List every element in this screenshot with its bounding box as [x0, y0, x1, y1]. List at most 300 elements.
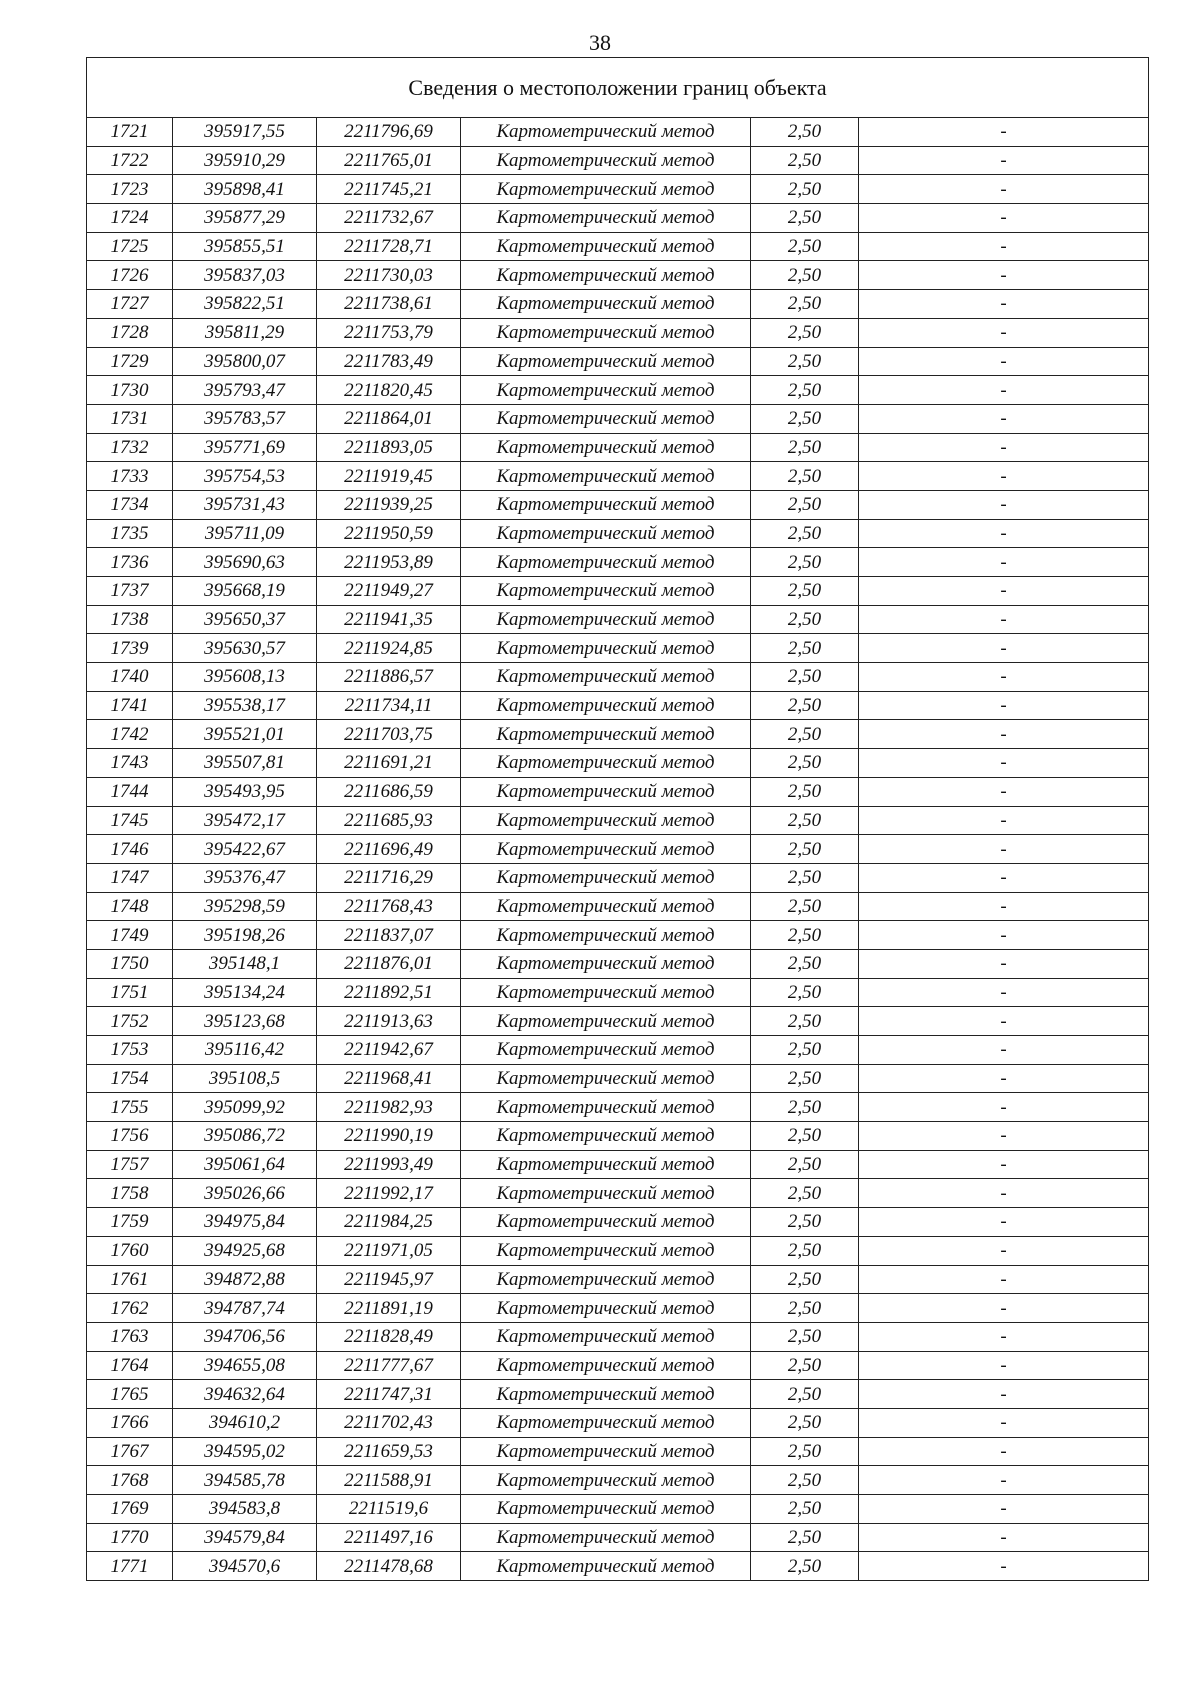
table-row	[87, 1523, 1149, 1552]
method-cell: Картометрический метод	[461, 1150, 751, 1179]
table-row	[87, 146, 1149, 175]
method-cell: Картометрический метод	[461, 146, 751, 175]
point-number-cell: 1769	[87, 1495, 173, 1524]
method-cell: Картометрический метод	[461, 318, 751, 347]
accuracy-cell: 2,50	[751, 749, 859, 778]
method-cell: Картометрический метод	[461, 921, 751, 950]
x-coordinate-cell: 394595,02	[173, 1437, 317, 1466]
description-cell: -	[859, 290, 1149, 319]
method-cell: Картометрический метод	[461, 290, 751, 319]
y-coordinate-cell: 2211950,59	[317, 519, 461, 548]
accuracy-cell: 2,50	[751, 1523, 859, 1552]
y-coordinate-cell: 2211993,49	[317, 1150, 461, 1179]
accuracy-cell: 2,50	[751, 376, 859, 405]
x-coordinate-cell: 394632,64	[173, 1380, 317, 1409]
description-cell: -	[859, 347, 1149, 376]
description-cell: -	[859, 1265, 1149, 1294]
y-coordinate-cell: 2211990,19	[317, 1122, 461, 1151]
point-number-cell: 1747	[87, 863, 173, 892]
table-row	[87, 1408, 1149, 1437]
y-coordinate-cell: 2211984,25	[317, 1208, 461, 1237]
accuracy-cell: 2,50	[751, 1552, 859, 1581]
table-row	[87, 921, 1149, 950]
y-coordinate-cell: 2211747,31	[317, 1380, 461, 1409]
table-row	[87, 1150, 1149, 1179]
accuracy-cell: 2,50	[751, 118, 859, 147]
table-row	[87, 892, 1149, 921]
table-row	[87, 347, 1149, 376]
method-cell: Картометрический метод	[461, 1495, 751, 1524]
y-coordinate-cell: 2211686,59	[317, 777, 461, 806]
x-coordinate-cell: 395422,67	[173, 835, 317, 864]
description-cell: -	[859, 1122, 1149, 1151]
description-cell: -	[859, 1552, 1149, 1581]
y-coordinate-cell: 2211519,6	[317, 1495, 461, 1524]
accuracy-cell: 2,50	[751, 691, 859, 720]
point-number-cell: 1751	[87, 978, 173, 1007]
x-coordinate-cell: 395910,29	[173, 146, 317, 175]
method-cell: Картометрический метод	[461, 634, 751, 663]
description-cell: -	[859, 777, 1149, 806]
accuracy-cell: 2,50	[751, 290, 859, 319]
y-coordinate-cell: 2211703,75	[317, 720, 461, 749]
description-cell: -	[859, 577, 1149, 606]
method-cell: Картометрический метод	[461, 376, 751, 405]
y-coordinate-cell: 2211734,11	[317, 691, 461, 720]
y-coordinate-cell: 2211478,68	[317, 1552, 461, 1581]
accuracy-cell: 2,50	[751, 720, 859, 749]
point-number-cell: 1724	[87, 204, 173, 233]
description-cell: -	[859, 749, 1149, 778]
x-coordinate-cell: 395793,47	[173, 376, 317, 405]
x-coordinate-cell: 395711,09	[173, 519, 317, 548]
x-coordinate-cell: 395521,01	[173, 720, 317, 749]
y-coordinate-cell: 2211685,93	[317, 806, 461, 835]
point-number-cell: 1726	[87, 261, 173, 290]
x-coordinate-cell: 395800,07	[173, 347, 317, 376]
description-cell: -	[859, 1007, 1149, 1036]
point-number-cell: 1755	[87, 1093, 173, 1122]
y-coordinate-cell: 2211738,61	[317, 290, 461, 319]
y-coordinate-cell: 2211876,01	[317, 949, 461, 978]
y-coordinate-cell: 2211949,27	[317, 577, 461, 606]
point-number-cell: 1743	[87, 749, 173, 778]
accuracy-cell: 2,50	[751, 1150, 859, 1179]
method-cell: Картометрический метод	[461, 1351, 751, 1380]
table-row	[87, 691, 1149, 720]
accuracy-cell: 2,50	[751, 892, 859, 921]
table-row	[87, 663, 1149, 692]
accuracy-cell: 2,50	[751, 1179, 859, 1208]
description-cell: -	[859, 175, 1149, 204]
point-number-cell: 1770	[87, 1523, 173, 1552]
method-cell: Картометрический метод	[461, 433, 751, 462]
x-coordinate-cell: 395198,26	[173, 921, 317, 950]
point-number-cell: 1738	[87, 605, 173, 634]
x-coordinate-cell: 395898,41	[173, 175, 317, 204]
y-coordinate-cell: 2211945,97	[317, 1265, 461, 1294]
method-cell: Картометрический метод	[461, 261, 751, 290]
accuracy-cell: 2,50	[751, 519, 859, 548]
x-coordinate-cell: 395811,29	[173, 318, 317, 347]
point-number-cell: 1725	[87, 232, 173, 261]
point-number-cell: 1731	[87, 404, 173, 433]
table-row	[87, 1294, 1149, 1323]
accuracy-cell: 2,50	[751, 1495, 859, 1524]
method-cell: Картометрический метод	[461, 1093, 751, 1122]
table-row	[87, 1179, 1149, 1208]
method-cell: Картометрический метод	[461, 577, 751, 606]
x-coordinate-cell: 394570,6	[173, 1552, 317, 1581]
y-coordinate-cell: 2211777,67	[317, 1351, 461, 1380]
description-cell: -	[859, 548, 1149, 577]
table-row	[87, 949, 1149, 978]
table-row	[87, 462, 1149, 491]
method-cell: Картометрический метод	[461, 749, 751, 778]
method-cell: Картометрический метод	[461, 1036, 751, 1065]
description-cell: -	[859, 1294, 1149, 1323]
point-number-cell: 1750	[87, 949, 173, 978]
point-number-cell: 1733	[87, 462, 173, 491]
table-row	[87, 118, 1149, 147]
table-row	[87, 376, 1149, 405]
x-coordinate-cell: 395837,03	[173, 261, 317, 290]
x-coordinate-cell: 395731,43	[173, 490, 317, 519]
accuracy-cell: 2,50	[751, 462, 859, 491]
description-cell: -	[859, 146, 1149, 175]
y-coordinate-cell: 2211992,17	[317, 1179, 461, 1208]
y-coordinate-cell: 2211891,19	[317, 1294, 461, 1323]
y-coordinate-cell: 2211696,49	[317, 835, 461, 864]
description-cell: -	[859, 433, 1149, 462]
y-coordinate-cell: 2211968,41	[317, 1064, 461, 1093]
y-coordinate-cell: 2211783,49	[317, 347, 461, 376]
x-coordinate-cell: 394579,84	[173, 1523, 317, 1552]
method-cell: Картометрический метод	[461, 835, 751, 864]
x-coordinate-cell: 395538,17	[173, 691, 317, 720]
table-row	[87, 1236, 1149, 1265]
y-coordinate-cell: 2211919,45	[317, 462, 461, 491]
y-coordinate-cell: 2211730,03	[317, 261, 461, 290]
method-cell: Картометрический метод	[461, 1437, 751, 1466]
method-cell: Картометрический метод	[461, 462, 751, 491]
point-number-cell: 1728	[87, 318, 173, 347]
table-row	[87, 1552, 1149, 1581]
table-row	[87, 806, 1149, 835]
accuracy-cell: 2,50	[751, 318, 859, 347]
y-coordinate-cell: 2211913,63	[317, 1007, 461, 1036]
description-cell: -	[859, 1150, 1149, 1179]
description-cell: -	[859, 835, 1149, 864]
table-row	[87, 1122, 1149, 1151]
method-cell: Картометрический метод	[461, 404, 751, 433]
table-row	[87, 605, 1149, 634]
description-cell: -	[859, 605, 1149, 634]
point-number-cell: 1746	[87, 835, 173, 864]
x-coordinate-cell: 395472,17	[173, 806, 317, 835]
x-coordinate-cell: 395116,42	[173, 1036, 317, 1065]
y-coordinate-cell: 2211828,49	[317, 1322, 461, 1351]
description-cell: -	[859, 634, 1149, 663]
method-cell: Картометрический метод	[461, 892, 751, 921]
description-cell: -	[859, 1208, 1149, 1237]
accuracy-cell: 2,50	[751, 204, 859, 233]
description-cell: -	[859, 261, 1149, 290]
accuracy-cell: 2,50	[751, 949, 859, 978]
accuracy-cell: 2,50	[751, 634, 859, 663]
table-row	[87, 1351, 1149, 1380]
accuracy-cell: 2,50	[751, 1064, 859, 1093]
point-number-cell: 1762	[87, 1294, 173, 1323]
x-coordinate-cell: 395783,57	[173, 404, 317, 433]
description-cell: -	[859, 1466, 1149, 1495]
accuracy-cell: 2,50	[751, 261, 859, 290]
accuracy-cell: 2,50	[751, 175, 859, 204]
method-cell: Картометрический метод	[461, 1265, 751, 1294]
method-cell: Картометрический метод	[461, 519, 751, 548]
accuracy-cell: 2,50	[751, 978, 859, 1007]
point-number-cell: 1758	[87, 1179, 173, 1208]
method-cell: Картометрический метод	[461, 1552, 751, 1581]
method-cell: Картометрический метод	[461, 1007, 751, 1036]
table-row	[87, 290, 1149, 319]
accuracy-cell: 2,50	[751, 347, 859, 376]
point-number-cell: 1730	[87, 376, 173, 405]
description-cell: -	[859, 1523, 1149, 1552]
x-coordinate-cell: 394706,56	[173, 1322, 317, 1351]
method-cell: Картометрический метод	[461, 605, 751, 634]
x-coordinate-cell: 395754,53	[173, 462, 317, 491]
y-coordinate-cell: 2211659,53	[317, 1437, 461, 1466]
table-title: Сведения о местоположении границ объекта	[87, 58, 1149, 118]
table-row	[87, 1208, 1149, 1237]
description-cell: -	[859, 921, 1149, 950]
point-number-cell: 1752	[87, 1007, 173, 1036]
description-cell: -	[859, 1322, 1149, 1351]
point-number-cell: 1765	[87, 1380, 173, 1409]
accuracy-cell: 2,50	[751, 806, 859, 835]
method-cell: Картометрический метод	[461, 1466, 751, 1495]
y-coordinate-cell: 2211745,21	[317, 175, 461, 204]
point-number-cell: 1756	[87, 1122, 173, 1151]
point-number-cell: 1754	[87, 1064, 173, 1093]
method-cell: Картометрический метод	[461, 490, 751, 519]
method-cell: Картометрический метод	[461, 1236, 751, 1265]
accuracy-cell: 2,50	[751, 863, 859, 892]
y-coordinate-cell: 2211497,16	[317, 1523, 461, 1552]
table-row	[87, 978, 1149, 1007]
accuracy-cell: 2,50	[751, 1007, 859, 1036]
method-cell: Картометрический метод	[461, 1523, 751, 1552]
table-title-row	[87, 58, 1149, 118]
y-coordinate-cell: 2211941,35	[317, 605, 461, 634]
y-coordinate-cell: 2211768,43	[317, 892, 461, 921]
x-coordinate-cell: 395493,95	[173, 777, 317, 806]
method-cell: Картометрический метод	[461, 1380, 751, 1409]
table-row	[87, 261, 1149, 290]
method-cell: Картометрический метод	[461, 1122, 751, 1151]
x-coordinate-cell: 395608,13	[173, 663, 317, 692]
method-cell: Картометрический метод	[461, 863, 751, 892]
accuracy-cell: 2,50	[751, 1380, 859, 1409]
method-cell: Картометрический метод	[461, 1208, 751, 1237]
table-row	[87, 1322, 1149, 1351]
description-cell: -	[859, 892, 1149, 921]
y-coordinate-cell: 2211702,43	[317, 1408, 461, 1437]
method-cell: Картометрический метод	[461, 806, 751, 835]
description-cell: -	[859, 118, 1149, 147]
point-number-cell: 1734	[87, 490, 173, 519]
table-row	[87, 204, 1149, 233]
method-cell: Картометрический метод	[461, 1064, 751, 1093]
accuracy-cell: 2,50	[751, 232, 859, 261]
description-cell: -	[859, 1093, 1149, 1122]
x-coordinate-cell: 395917,55	[173, 118, 317, 147]
accuracy-cell: 2,50	[751, 1093, 859, 1122]
y-coordinate-cell: 2211953,89	[317, 548, 461, 577]
accuracy-cell: 2,50	[751, 1265, 859, 1294]
x-coordinate-cell: 395668,19	[173, 577, 317, 606]
description-cell: -	[859, 949, 1149, 978]
table-row	[87, 490, 1149, 519]
point-number-cell: 1740	[87, 663, 173, 692]
accuracy-cell: 2,50	[751, 835, 859, 864]
point-number-cell: 1727	[87, 290, 173, 319]
description-cell: -	[859, 1380, 1149, 1409]
table-row	[87, 519, 1149, 548]
description-cell: -	[859, 318, 1149, 347]
point-number-cell: 1721	[87, 118, 173, 147]
description-cell: -	[859, 1179, 1149, 1208]
accuracy-cell: 2,50	[751, 1294, 859, 1323]
y-coordinate-cell: 2211728,71	[317, 232, 461, 261]
description-cell: -	[859, 519, 1149, 548]
description-cell: -	[859, 490, 1149, 519]
y-coordinate-cell: 2211820,45	[317, 376, 461, 405]
x-coordinate-cell: 394975,84	[173, 1208, 317, 1237]
method-cell: Картометрический метод	[461, 777, 751, 806]
table-row	[87, 318, 1149, 347]
table-row	[87, 777, 1149, 806]
table-row	[87, 1036, 1149, 1065]
x-coordinate-cell: 394655,08	[173, 1351, 317, 1380]
x-coordinate-cell: 394583,8	[173, 1495, 317, 1524]
point-number-cell: 1753	[87, 1036, 173, 1065]
description-cell: -	[859, 1036, 1149, 1065]
x-coordinate-cell: 395026,66	[173, 1179, 317, 1208]
point-number-cell: 1761	[87, 1265, 173, 1294]
accuracy-cell: 2,50	[751, 921, 859, 950]
x-coordinate-cell: 395148,1	[173, 949, 317, 978]
method-cell: Картометрический метод	[461, 663, 751, 692]
method-cell: Картометрический метод	[461, 548, 751, 577]
point-number-cell: 1744	[87, 777, 173, 806]
x-coordinate-cell: 394787,74	[173, 1294, 317, 1323]
description-cell: -	[859, 462, 1149, 491]
point-number-cell: 1745	[87, 806, 173, 835]
accuracy-cell: 2,50	[751, 777, 859, 806]
method-cell: Картометрический метод	[461, 1179, 751, 1208]
y-coordinate-cell: 2211982,93	[317, 1093, 461, 1122]
accuracy-cell: 2,50	[751, 577, 859, 606]
page-number: 38	[589, 30, 611, 55]
y-coordinate-cell: 2211796,69	[317, 118, 461, 147]
method-cell: Картометрический метод	[461, 347, 751, 376]
table-row	[87, 634, 1149, 663]
point-number-cell: 1749	[87, 921, 173, 950]
table-row	[87, 577, 1149, 606]
table-row	[87, 433, 1149, 462]
accuracy-cell: 2,50	[751, 1122, 859, 1151]
point-number-cell: 1760	[87, 1236, 173, 1265]
accuracy-cell: 2,50	[751, 548, 859, 577]
method-cell: Картометрический метод	[461, 118, 751, 147]
x-coordinate-cell: 395123,68	[173, 1007, 317, 1036]
table-body	[87, 118, 1149, 1581]
point-number-cell: 1735	[87, 519, 173, 548]
x-coordinate-cell: 395061,64	[173, 1150, 317, 1179]
point-number-cell: 1732	[87, 433, 173, 462]
description-cell: -	[859, 1408, 1149, 1437]
table-row	[87, 548, 1149, 577]
x-coordinate-cell: 395877,29	[173, 204, 317, 233]
accuracy-cell: 2,50	[751, 1322, 859, 1351]
x-coordinate-cell: 394610,2	[173, 1408, 317, 1437]
point-number-cell: 1722	[87, 146, 173, 175]
point-number-cell: 1767	[87, 1437, 173, 1466]
y-coordinate-cell: 2211942,67	[317, 1036, 461, 1065]
table-row	[87, 1495, 1149, 1524]
description-cell: -	[859, 404, 1149, 433]
table-row	[87, 749, 1149, 778]
x-coordinate-cell: 395630,57	[173, 634, 317, 663]
method-cell: Картометрический метод	[461, 175, 751, 204]
description-cell: -	[859, 720, 1149, 749]
y-coordinate-cell: 2211892,51	[317, 978, 461, 1007]
y-coordinate-cell: 2211753,79	[317, 318, 461, 347]
table-row	[87, 863, 1149, 892]
accuracy-cell: 2,50	[751, 663, 859, 692]
table-row	[87, 404, 1149, 433]
table-row	[87, 1007, 1149, 1036]
description-cell: -	[859, 232, 1149, 261]
y-coordinate-cell: 2211837,07	[317, 921, 461, 950]
accuracy-cell: 2,50	[751, 433, 859, 462]
description-cell: -	[859, 691, 1149, 720]
y-coordinate-cell: 2211924,85	[317, 634, 461, 663]
x-coordinate-cell: 395108,5	[173, 1064, 317, 1093]
point-number-cell: 1766	[87, 1408, 173, 1437]
accuracy-cell: 2,50	[751, 490, 859, 519]
x-coordinate-cell: 395086,72	[173, 1122, 317, 1151]
x-coordinate-cell: 395771,69	[173, 433, 317, 462]
method-cell: Картометрический метод	[461, 1322, 751, 1351]
y-coordinate-cell: 2211588,91	[317, 1466, 461, 1495]
point-number-cell: 1737	[87, 577, 173, 606]
description-cell: -	[859, 204, 1149, 233]
method-cell: Картометрический метод	[461, 1294, 751, 1323]
y-coordinate-cell: 2211893,05	[317, 433, 461, 462]
x-coordinate-cell: 395855,51	[173, 232, 317, 261]
method-cell: Картометрический метод	[461, 949, 751, 978]
x-coordinate-cell: 395507,81	[173, 749, 317, 778]
table-row	[87, 1466, 1149, 1495]
y-coordinate-cell: 2211716,29	[317, 863, 461, 892]
accuracy-cell: 2,50	[751, 605, 859, 634]
description-cell: -	[859, 806, 1149, 835]
point-number-cell: 1741	[87, 691, 173, 720]
x-coordinate-cell: 394585,78	[173, 1466, 317, 1495]
